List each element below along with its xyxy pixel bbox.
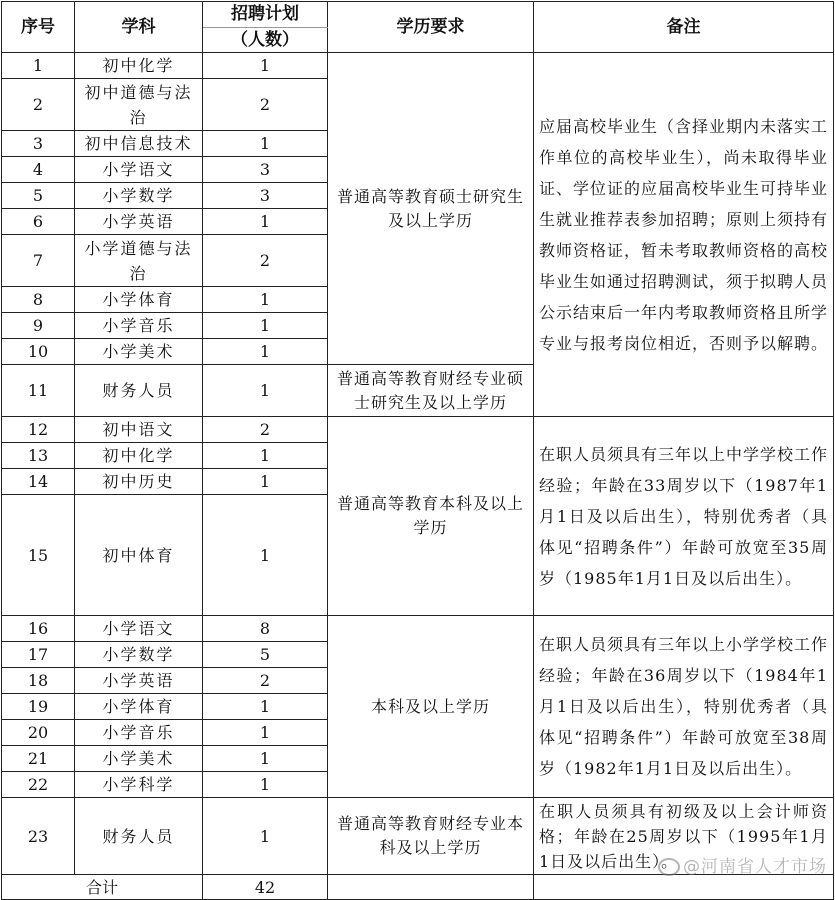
row-subject: 初中体育 [75, 495, 203, 616]
table-row [2, 417, 834, 443]
remark-group-2: 在职人员须具有三年以上中学学校工作经验；年龄在33周岁以下（1987年1月1日及以后出生），特别优秀者（具体见“招聘条件”）年龄可放宽至35周岁（1985年1月1日及以后出生）。 [534, 417, 834, 616]
row-count: 2 [203, 668, 328, 694]
row-subject: 小学语文 [75, 616, 203, 642]
row-subject: 小学体育 [75, 694, 203, 720]
row-subject: 初中道德与法治 [75, 79, 203, 131]
row-subject: 初中历史 [75, 469, 203, 495]
remark-group-4: 在职人员须具有初级及以上会计师资格；年龄在25周岁以下（1995年1月1日及以后出生）。 [534, 798, 834, 875]
row-no: 19 [2, 694, 75, 720]
remark-group-1: 应届高校毕业生（含择业期内未落实工作单位的高校毕业生），尚未取得毕业证、学位证的应届高校毕业生可持毕业生就业推荐表参加招聘；原则上须持有教师资格证，暂未考取教师资格的高校毕业生如通过招聘测试，须于拟聘人员公示结束后一年内考取教师资格且所学专业与报考岗位相近，否则予以解聘。 [534, 53, 834, 417]
row-subject: 初中化学 [75, 53, 203, 79]
row-count: 1 [203, 313, 328, 339]
row-count: 1 [203, 287, 328, 313]
total-row [2, 875, 834, 900]
row-count: 1 [203, 495, 328, 616]
table-row [2, 53, 834, 79]
row-subject: 小学语文 [75, 157, 203, 183]
row-count: 5 [203, 642, 328, 668]
header-subject: 学科 [75, 2, 203, 53]
header-plan: 招聘计划 [203, 2, 328, 28]
header-plan-unit: （人数） [203, 28, 328, 53]
row-subject: 小学数学 [75, 642, 203, 668]
row-subject: 财务人员 [75, 365, 203, 417]
row-subject: 小学道德与法治 [75, 235, 203, 287]
row-count: 1 [203, 209, 328, 235]
row-no: 16 [2, 616, 75, 642]
row-no: 5 [2, 183, 75, 209]
row-no: 12 [2, 417, 75, 443]
education-group-4: 本科及以上学历 [328, 616, 534, 798]
row-no: 14 [2, 469, 75, 495]
row-count: 8 [203, 616, 328, 642]
row-count: 1 [203, 798, 328, 875]
weibo-icon [658, 858, 680, 876]
row-count: 1 [203, 53, 328, 79]
total-empty-education [328, 875, 534, 900]
row-subject: 小学体育 [75, 287, 203, 313]
row-subject: 小学美术 [75, 339, 203, 365]
education-group-2: 普通高等教育财经专业硕士研究生及以上学历 [328, 365, 534, 417]
row-count: 2 [203, 417, 328, 443]
row-subject: 初中信息技术 [75, 131, 203, 157]
row-no: 10 [2, 339, 75, 365]
row-no: 17 [2, 642, 75, 668]
total-count: 42 [203, 875, 328, 900]
row-no: 1 [2, 53, 75, 79]
row-count: 1 [203, 339, 328, 365]
row-subject: 小学音乐 [75, 313, 203, 339]
row-subject: 财务人员 [75, 798, 203, 875]
row-subject: 小学音乐 [75, 720, 203, 746]
row-count: 1 [203, 365, 328, 417]
row-no: 23 [2, 798, 75, 875]
education-group-1: 普通高等教育硕士研究生及以上学历 [328, 53, 534, 365]
total-empty-remark [534, 875, 834, 900]
row-count: 1 [203, 469, 328, 495]
row-subject: 小学英语 [75, 668, 203, 694]
row-no: 4 [2, 157, 75, 183]
row-subject: 初中化学 [75, 443, 203, 469]
row-no: 7 [2, 235, 75, 287]
row-no: 13 [2, 443, 75, 469]
watermark-text: @河南省人才市场 [683, 857, 827, 877]
row-count: 2 [203, 235, 328, 287]
row-no: 3 [2, 131, 75, 157]
row-no: 18 [2, 668, 75, 694]
row-count: 1 [203, 772, 328, 798]
table-row [2, 616, 834, 642]
row-subject: 初中语文 [75, 417, 203, 443]
row-no: 21 [2, 746, 75, 772]
row-subject: 小学美术 [75, 746, 203, 772]
remark-group-3: 在职人员须具有三年以上小学学校工作经验；年龄在36周岁以下（1984年1月1日及以后出生），特别优秀者（具体见“招聘条件”）年龄可放宽至38周岁（1982年1月1日及以后出生）。 [534, 616, 834, 798]
header-remark: 备注 [534, 2, 834, 53]
row-count: 1 [203, 746, 328, 772]
row-no: 2 [2, 79, 75, 131]
row-no: 22 [2, 772, 75, 798]
row-no: 15 [2, 495, 75, 616]
row-no: 20 [2, 720, 75, 746]
row-subject: 小学科学 [75, 772, 203, 798]
recruitment-table [1, 1, 834, 900]
row-count: 1 [203, 443, 328, 469]
row-no: 6 [2, 209, 75, 235]
row-count: 1 [203, 720, 328, 746]
row-count: 2 [203, 79, 328, 131]
row-count: 1 [203, 694, 328, 720]
education-group-5: 普通高等教育财经专业本科及以上学历 [328, 798, 534, 875]
education-group-3: 普通高等教育本科及以上学历 [328, 417, 534, 616]
watermark [658, 852, 827, 877]
row-no: 11 [2, 365, 75, 417]
header-no: 序号 [2, 2, 75, 53]
row-count: 3 [203, 157, 328, 183]
header-education: 学历要求 [328, 2, 534, 53]
row-no: 9 [2, 313, 75, 339]
row-subject: 小学英语 [75, 209, 203, 235]
row-no: 8 [2, 287, 75, 313]
total-label: 合计 [2, 875, 203, 900]
row-subject: 小学数学 [75, 183, 203, 209]
row-count: 3 [203, 183, 328, 209]
row-count: 1 [203, 131, 328, 157]
